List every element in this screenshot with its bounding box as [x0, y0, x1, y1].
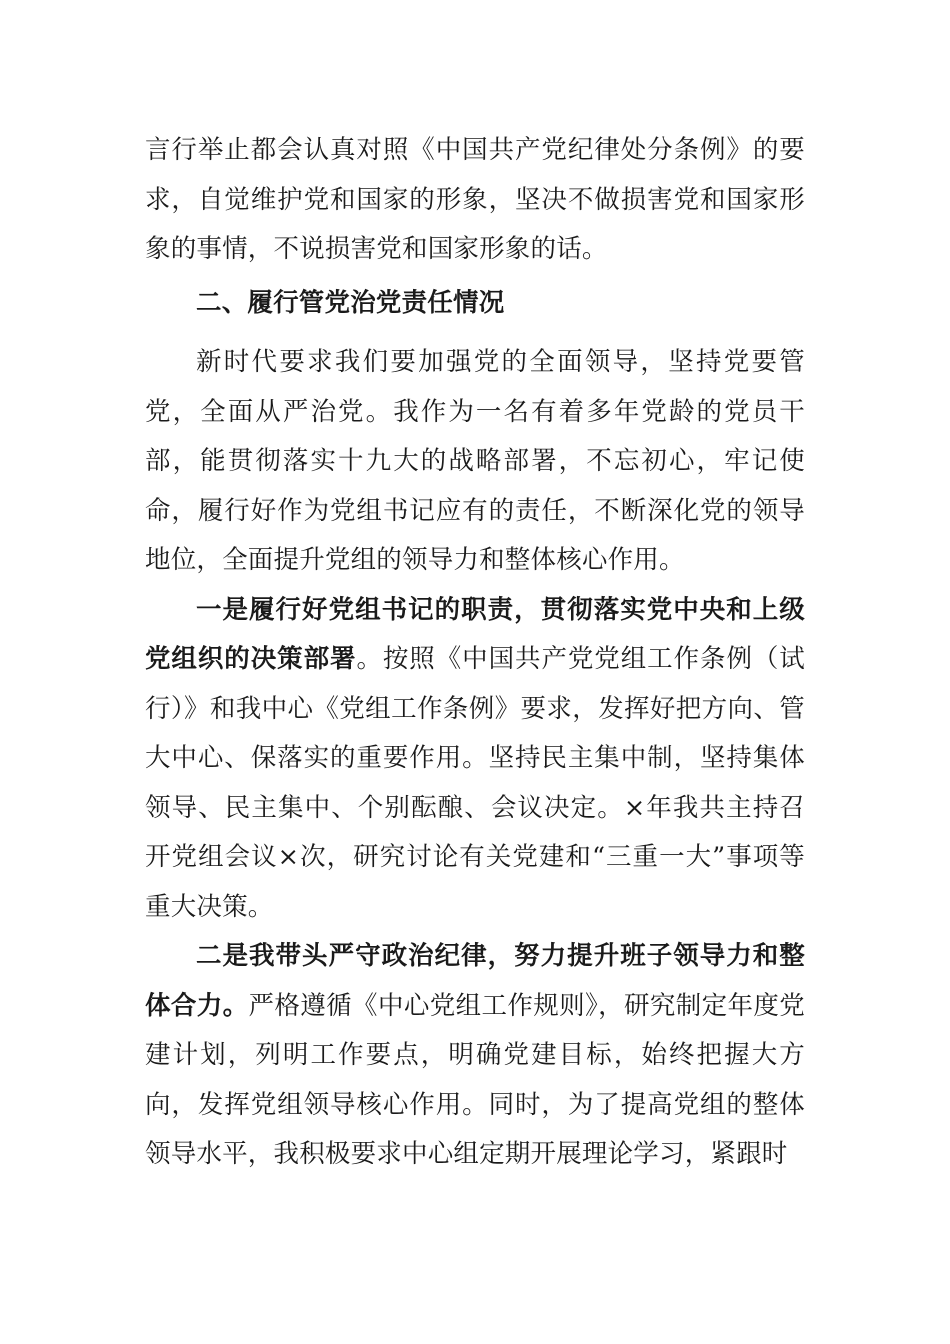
point-one-body: 。按照《中国共产党党组工作条例（试行）》和我中心《党组工作条例》要求，发挥好把方向、管大中心、保落实的重要作用。坚持民主集中制，坚持集体领导、民主集中、个别酝酿、会议决定。×年我共主持召开党组会议×次，研究讨论有关党建和“三重一大”事项等重大决策。 — [145, 644, 805, 922]
point-one-lead: 一是履行好党组书记的职责，贯彻落实党中央和上级党组织的决策部署 — [145, 594, 805, 674]
section-heading: 二、履行管党治党责任情况 — [196, 287, 505, 318]
document-body — [145, 126, 805, 1180]
paragraph-continuation: 言行举止都会认真对照《中国共产党纪律处分条例》的要求，自觉维护党和国家的形象，坚决不做损害党和国家形象的事情，不说损害党和国家形象的话。 — [145, 135, 805, 264]
paragraph-point-two — [145, 932, 805, 1180]
point-two-body: 严格遵循《中心党组工作规则》，研究制定年度党建计划，列明工作要点，明确党建目标，始终把握大方向，发挥党组领导核心作用。同时，为了提高党组的整体领导水平，我积极要求中心组定期开展理论学习，紧跟时 — [145, 990, 805, 1169]
paragraph-point-one — [145, 586, 805, 933]
paragraph-intro: 新时代要求我们要加强党的全面领导，坚持党要管党，全面从严治党。我作为一名有着多年党龄的党员干部，能贯彻落实十九大的战略部署，不忘初心，牢记使命，履行好作为党组书记应有的责任，不断深化党的领导地位，全面提升党组的领导力和整体核心作用。 — [145, 347, 805, 575]
point-two-lead: 二是我带头严守政治纪律，努力提升班子领导力和整体合力。 — [145, 941, 805, 1021]
